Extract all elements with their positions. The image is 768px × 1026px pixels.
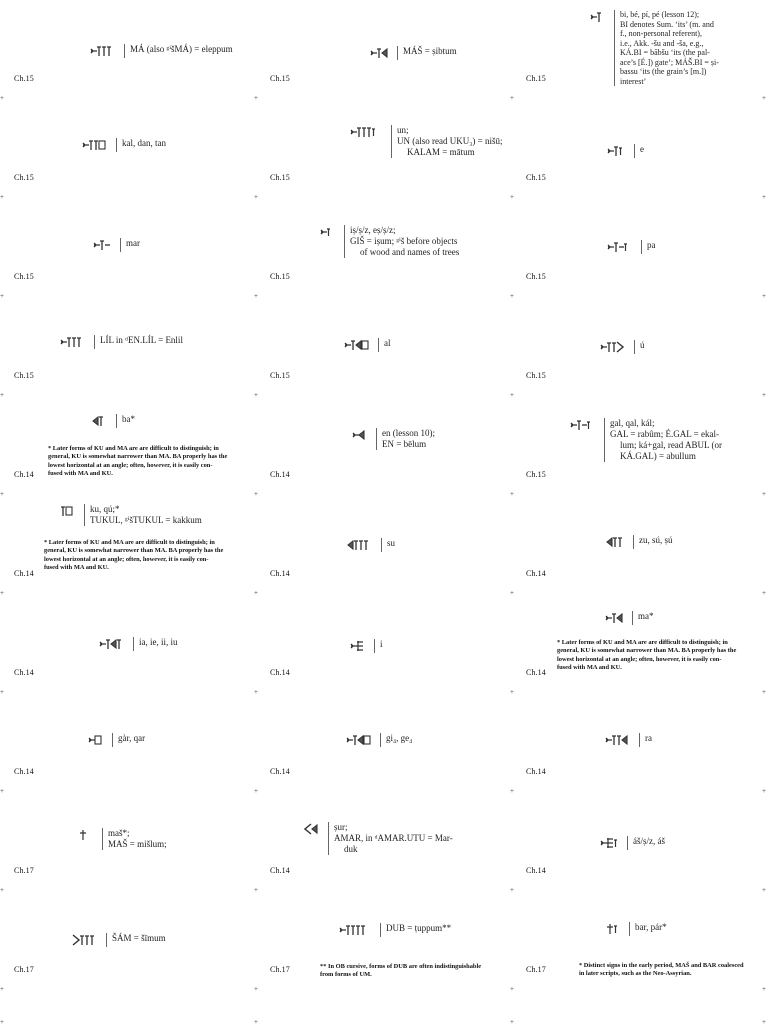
divider	[634, 144, 635, 158]
flashcard	[510, 297, 768, 399]
sign-reading	[633, 836, 665, 847]
chapter-label: Ch.14	[270, 767, 290, 776]
crop-mark: +	[0, 1018, 4, 1026]
sign-entry	[606, 535, 673, 549]
reading-line: GIŠ = iṣum; ᵍⁱš before objects	[350, 236, 458, 246]
cuneiform-sign-icon	[344, 338, 372, 352]
sign-entry	[370, 46, 457, 60]
flashcard	[254, 297, 514, 399]
crop-mark: +	[762, 1018, 766, 1026]
flashcard	[510, 99, 768, 201]
flashcard	[0, 792, 258, 894]
reading-line: pa	[647, 240, 656, 250]
footnote	[320, 963, 481, 980]
sign-entry	[78, 828, 167, 850]
flashcard	[0, 396, 258, 498]
footnote-line: fused with MA and KU.	[44, 563, 109, 571]
footnote	[579, 962, 744, 979]
divider	[94, 335, 95, 349]
cuneiform-sign-icon	[93, 238, 114, 252]
sign-entry	[347, 538, 395, 552]
sign-entry	[350, 639, 383, 653]
crop-mark: +	[510, 985, 514, 993]
flashcard	[254, 594, 514, 696]
flashcard	[254, 99, 514, 201]
reading-line: i.e., Akk. -šu and -ša, e.g.,	[620, 38, 704, 48]
reading-line: al	[384, 338, 391, 348]
flashcard	[510, 792, 768, 894]
cuneiform-sign-icon	[304, 822, 322, 836]
sign-entry	[350, 125, 502, 158]
flashcard	[510, 198, 768, 300]
reading-line: ú	[640, 340, 645, 350]
footnote-line: general, KU is somewhat narrower than MA. BA properly has the	[557, 647, 737, 655]
cuneiform-sign-icon	[350, 125, 385, 139]
flashcard	[0, 198, 258, 300]
crop-mark: +	[0, 94, 4, 102]
cuneiform-sign-icon	[347, 538, 375, 552]
sign-reading	[610, 418, 722, 462]
chapter-label: Ch.15	[14, 272, 34, 281]
reading-line: BI denotes Sum. ‘its’ (m. and	[620, 19, 714, 29]
crop-mark: +	[510, 391, 514, 399]
reading-line: LÍL in ᵈEN.LÍL = Enlil	[100, 335, 183, 345]
reading-line: MAŠ = mišlum;	[108, 839, 167, 849]
reading-line: su	[387, 538, 396, 548]
sign-entry	[352, 428, 435, 450]
sign-reading	[108, 828, 167, 850]
sign-reading	[387, 538, 395, 549]
sign-reading	[130, 44, 233, 55]
reading-line: kal, dan, tan	[122, 138, 166, 148]
chapter-label: Ch.14	[526, 668, 546, 677]
crop-mark: +	[762, 292, 766, 300]
divider	[632, 611, 633, 625]
divider	[116, 138, 117, 152]
reading-line: gi₄, ge₄	[386, 733, 413, 743]
chapter-label: Ch.15	[526, 470, 546, 479]
sign-reading	[112, 933, 166, 944]
sign-reading	[122, 138, 166, 149]
crop-mark: +	[254, 787, 258, 795]
chapter-label: Ch.15	[270, 173, 290, 182]
divider	[106, 933, 107, 947]
reading-line: e	[640, 144, 644, 154]
sign-reading	[639, 535, 673, 546]
crop-mark: +	[762, 886, 766, 894]
reading-line: GAL = rabûm; É.GAL = ekal-	[610, 429, 719, 439]
crop-mark: +	[254, 292, 258, 300]
crop-mark: +	[510, 193, 514, 201]
sign-reading	[640, 340, 645, 351]
reading-line: zu, sú, ṣú	[639, 535, 673, 545]
chapter-label: Ch.15	[270, 74, 290, 83]
divider	[391, 125, 392, 158]
chapter-label: Ch.17	[526, 965, 546, 974]
flashcard	[254, 693, 514, 795]
reading-line: ma*	[638, 611, 654, 621]
footnote-line: from forms of UM.	[320, 971, 372, 979]
reading-line: f., non-personal referent),	[620, 29, 702, 38]
reading-line: un;	[397, 125, 409, 135]
cuneiform-sign-icon	[60, 335, 88, 349]
footnote-line: fused with MA and KU.	[48, 469, 113, 477]
divider	[381, 538, 382, 552]
reading-line: KÁ.GAL) = abullum	[620, 451, 696, 461]
cuneiform-sign-icon	[90, 44, 118, 58]
sign-reading	[350, 225, 459, 258]
sign-entry	[88, 733, 145, 747]
chapter-label: Ch.14	[14, 569, 34, 578]
cuneiform-sign-icon	[346, 733, 374, 747]
crop-mark: +	[254, 490, 258, 498]
divider	[639, 733, 640, 747]
cuneiform-sign-icon	[590, 10, 608, 24]
footnote-line: ** In OB cursive, forms of DUB are often indistinguishable	[320, 963, 482, 970]
reading-line: MÁ (also ᵍⁱšMÁ) = eleppum	[130, 44, 233, 54]
sign-entry	[72, 933, 166, 947]
chapter-label: Ch.15	[14, 74, 34, 83]
sign-entry	[339, 923, 451, 937]
cuneiform-sign-icon	[82, 138, 110, 152]
sign-reading	[382, 428, 435, 450]
reading-line: of wood and names of trees	[360, 247, 460, 257]
chapter-label: Ch.14	[270, 668, 290, 677]
footnote-line: * Later forms of KU and MA are are difficult to distinguish; in	[557, 639, 728, 646]
sign-entry	[60, 504, 202, 526]
sign-reading	[386, 923, 451, 934]
cuneiform-sign-icon	[600, 340, 628, 354]
cuneiform-sign-icon	[92, 414, 110, 428]
reading-line: ŠÁM = šīmum	[112, 933, 166, 943]
flashcard	[254, 198, 514, 300]
sign-entry	[93, 238, 140, 252]
sign-reading	[384, 338, 391, 349]
chapter-label: Ch.15	[14, 371, 34, 380]
flashcard	[0, 0, 258, 102]
crop-mark: +	[254, 193, 258, 201]
chapter-label: Ch.17	[14, 965, 34, 974]
sign-reading	[647, 240, 656, 251]
crop-mark: +	[762, 985, 766, 993]
sign-reading	[90, 504, 202, 526]
footnote-line: general, KU is somewhat narrower than MA. BA properly has the	[44, 547, 224, 555]
divider	[112, 733, 113, 747]
reading-line: duk	[344, 844, 358, 854]
sign-entry	[320, 225, 459, 258]
crop-mark: +	[510, 1018, 514, 1026]
sign-entry	[607, 240, 656, 254]
flashcard	[254, 495, 514, 597]
sign-reading	[139, 637, 178, 648]
crop-mark: +	[254, 1018, 258, 1026]
crop-mark: +	[762, 391, 766, 399]
cuneiform-sign-icon	[350, 639, 368, 653]
reading-line: KALAM = mātum	[407, 147, 475, 157]
crop-mark: +	[762, 787, 766, 795]
crop-mark: +	[0, 391, 4, 399]
crop-mark: +	[510, 589, 514, 597]
divider	[116, 414, 117, 428]
footnote-line: general, KU is somewhat narrower than MA. BA properly has the	[48, 453, 228, 461]
sign-entry	[590, 10, 768, 86]
crop-mark: +	[254, 589, 258, 597]
sign-entry	[607, 144, 644, 158]
reading-line: ba*	[122, 414, 135, 424]
cuneiform-sign-icon	[320, 225, 338, 239]
flashcard	[0, 99, 258, 201]
crop-mark: +	[0, 490, 4, 498]
divider	[133, 637, 134, 651]
sign-reading	[334, 822, 453, 855]
footnote-line: in later scripts, such as the Neo-Assyrian.	[579, 970, 692, 978]
flashcard	[510, 0, 768, 102]
flashcard	[254, 396, 514, 498]
crop-mark: +	[762, 688, 766, 696]
chapter-label: Ch.14	[270, 866, 290, 875]
chapter-label: Ch.15	[526, 272, 546, 281]
divider	[376, 428, 377, 450]
divider	[344, 225, 345, 258]
flashcard	[510, 396, 768, 498]
flashcard	[510, 693, 768, 795]
divider	[124, 44, 125, 58]
chapter-label: Ch.14	[14, 668, 34, 677]
flashcard	[254, 792, 514, 894]
sign-entry	[82, 138, 166, 152]
cuneiform-sign-icon	[605, 922, 623, 936]
chapter-label: Ch.15	[526, 74, 546, 83]
cuneiform-sign-icon	[88, 733, 106, 747]
crop-mark: +	[254, 94, 258, 102]
cuneiform-sign-icon	[606, 535, 627, 549]
footnote-line: * Later forms of KU and MA are are difficult to distinguish; in	[44, 539, 215, 546]
reading-line: ia, ie, ii, iu	[139, 637, 178, 647]
flashcard	[510, 594, 768, 696]
crop-mark: +	[0, 589, 4, 597]
cuneiform-sign-icon	[607, 240, 635, 254]
sign-reading	[403, 46, 457, 57]
divider	[627, 836, 628, 850]
reading-line: áš/ṣ/z, áš	[633, 836, 665, 846]
chapter-label: Ch.14	[14, 767, 34, 776]
sign-entry	[92, 414, 135, 428]
flashcard	[0, 297, 258, 399]
flashcard	[510, 495, 768, 597]
chapter-label: Ch.14	[270, 569, 290, 578]
sign-entry	[344, 338, 391, 352]
reading-line: ku, qú;*	[90, 504, 120, 514]
crop-mark: +	[0, 787, 4, 795]
flashcard	[254, 0, 514, 102]
cuneiform-sign-icon	[339, 923, 374, 937]
sign-reading	[645, 733, 652, 744]
crop-mark: +	[254, 391, 258, 399]
flashcard	[0, 495, 258, 597]
reading-line: gàr, qar	[118, 733, 146, 743]
reading-line: bi, bé, pí, pé (lesson 12);	[620, 10, 700, 19]
sign-reading	[635, 922, 667, 933]
crop-mark: +	[0, 193, 4, 201]
footnote-line: fused with MA and KU.	[557, 663, 622, 671]
cuneiform-sign-icon	[78, 828, 96, 842]
divider	[614, 10, 615, 86]
footnote-line: * Distinct signs in the early period, MAŠ and BAR coalesced	[579, 962, 744, 969]
reading-line: UN (also read UKU₃) = nišū;	[397, 136, 503, 146]
divider	[120, 238, 121, 252]
sign-reading	[638, 611, 654, 622]
cuneiform-sign-icon	[605, 733, 633, 747]
cuneiform-sign-icon	[60, 504, 78, 518]
chapter-label: Ch.15	[526, 173, 546, 182]
reading-line: iṣ/ṣ/z, eṣ/ṣ/z;	[350, 225, 396, 235]
crop-mark: +	[254, 688, 258, 696]
footnote-line: lowest horizontal at an angle; often, however, it is easily con-	[557, 655, 722, 663]
divider	[328, 822, 329, 855]
chapter-label: Ch.15	[270, 371, 290, 380]
crop-mark: +	[762, 94, 766, 102]
cuneiform-sign-icon	[72, 933, 100, 947]
chapter-label: Ch.14	[526, 866, 546, 875]
crop-mark: +	[0, 292, 4, 300]
cuneiform-sign-icon	[605, 611, 626, 625]
reading-line: mar	[126, 238, 140, 248]
sign-entry	[600, 836, 665, 850]
sign-entry	[346, 733, 412, 747]
reading-line: lum; ká+gal, read ABUL (or	[620, 440, 722, 450]
reading-line: KÁ.BI = bābšu ‘its (the pal-	[620, 48, 710, 57]
reading-line: bassu ‘its (the grain’s [m.])	[620, 67, 707, 76]
cuneiform-sign-icon	[570, 418, 598, 432]
flashcard	[0, 891, 258, 993]
footnote	[44, 539, 223, 572]
reading-line: en (lesson 10);	[382, 428, 435, 438]
sign-entry	[605, 922, 667, 936]
sign-entry	[90, 44, 233, 58]
sign-reading	[380, 639, 383, 650]
chapter-label: Ch.15	[270, 272, 290, 281]
sign-entry	[304, 822, 453, 855]
crop-mark: +	[510, 292, 514, 300]
reading-line: ṣur;	[334, 822, 348, 832]
flashcard	[254, 891, 514, 993]
divider	[380, 733, 381, 747]
reading-line: EN = bēlum	[382, 439, 427, 449]
divider	[641, 240, 642, 254]
reading-line: TUKUL, ᵍⁱšTUKUL = kakkum	[90, 515, 202, 525]
divider	[604, 418, 605, 462]
divider	[374, 639, 375, 653]
cuneiform-sign-icon	[370, 46, 391, 60]
crop-mark: +	[510, 787, 514, 795]
flashcard	[0, 693, 258, 795]
sign-reading	[386, 733, 412, 744]
flashcard	[0, 594, 258, 696]
divider	[380, 923, 381, 937]
footnote-line: * Later forms of KU and MA are are difficult to distinguish; in	[48, 445, 219, 452]
divider	[634, 340, 635, 354]
crop-mark: +	[510, 490, 514, 498]
sign-entry	[60, 335, 183, 349]
chapter-label: Ch.15	[14, 173, 34, 182]
divider	[629, 922, 630, 936]
crop-mark: +	[762, 490, 766, 498]
sign-entry	[600, 340, 645, 354]
divider	[633, 535, 634, 549]
crop-mark: +	[510, 886, 514, 894]
divider	[84, 504, 85, 526]
reading-line: AMAR, in ᵈAMAR.UTU = Mar-	[334, 833, 453, 843]
sign-reading	[620, 10, 768, 86]
chapter-label: Ch.14	[14, 470, 34, 479]
chapter-label: Ch.14	[270, 470, 290, 479]
reading-line: MÁŠ = ṣibtum	[403, 46, 457, 56]
sign-reading	[100, 335, 183, 346]
crop-mark: +	[762, 589, 766, 597]
cuneiform-sign-icon	[352, 428, 370, 442]
reading-line: maš*;	[108, 828, 130, 838]
sign-reading	[122, 414, 135, 425]
crop-mark: +	[0, 886, 4, 894]
cuneiform-sign-icon	[607, 144, 628, 158]
reading-line: ra	[645, 733, 652, 743]
chapter-label: Ch.17	[270, 965, 290, 974]
crop-mark: +	[510, 94, 514, 102]
sign-reading	[397, 125, 502, 158]
sign-reading	[640, 144, 644, 155]
sign-reading	[118, 733, 145, 744]
reading-line: i	[380, 639, 383, 649]
chapter-label: Ch.15	[526, 371, 546, 380]
sign-entry	[99, 637, 178, 651]
crop-mark: +	[510, 688, 514, 696]
chapter-label: Ch.14	[526, 569, 546, 578]
crop-mark: +	[0, 985, 4, 993]
divider	[397, 46, 398, 60]
reading-line: DUB = ṭuppum**	[386, 923, 452, 933]
crop-mark: +	[254, 985, 258, 993]
sign-reading	[126, 238, 140, 249]
footnote	[557, 639, 736, 672]
chapter-label: Ch.14	[526, 767, 546, 776]
reading-line: ace’s [É.]) gate’; MÁŠ.BI = ṣi-	[620, 57, 719, 67]
crop-mark: +	[254, 886, 258, 894]
sign-entry	[605, 733, 652, 747]
footnote-line: lowest horizontal at an angle; often, however, it is easily con-	[48, 461, 213, 469]
reading-line: bar, pár*	[635, 922, 667, 932]
divider	[378, 338, 379, 352]
sign-entry	[605, 611, 654, 625]
sign-entry	[570, 418, 722, 462]
footnote	[48, 445, 227, 478]
chapter-label: Ch.17	[14, 866, 34, 875]
flashcard	[510, 891, 768, 993]
reading-line: gal, qal, kál;	[610, 418, 655, 428]
cuneiform-sign-icon	[600, 836, 621, 850]
footnote-line: lowest horizontal at an angle; often, however, it is easily con-	[44, 555, 209, 563]
crop-mark: +	[762, 193, 766, 201]
crop-mark: +	[0, 688, 4, 696]
reading-line: interest’	[620, 76, 647, 86]
divider	[102, 828, 103, 850]
cuneiform-sign-icon	[99, 637, 127, 651]
